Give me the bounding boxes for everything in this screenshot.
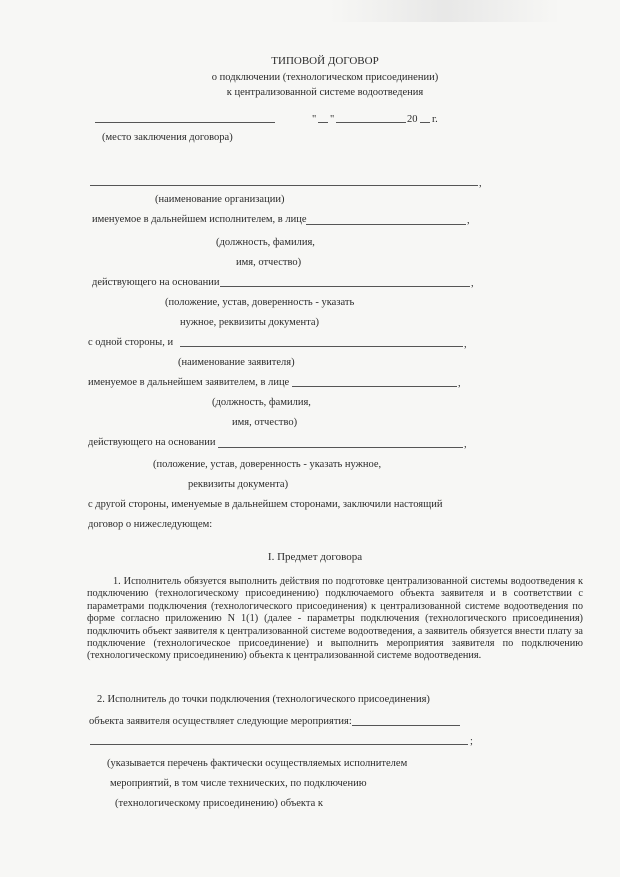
year-prefix: 20 [407,114,418,125]
applicant-name-caption: (наименование заявителя) [178,357,295,368]
executor-basis-caption2: нужное, реквизиты документа) [180,317,319,328]
applicant-name-comma: , [464,339,467,350]
applicant-person-line [292,386,457,387]
year-blank-line [420,122,430,123]
executor-measures-semicolon: ; [470,736,473,747]
document-title: ТИПОВОЙ ДОГОВОР [271,55,379,67]
applicant-name-line [180,346,463,347]
parties-closing-line1: с другой стороны, именуемые в дальнейшем сторонами, заключили настоящий [88,499,443,510]
executor-person-comma: , [467,215,470,226]
executor-person-line [306,224,466,225]
organization-blank-line [90,185,478,186]
executor-measures-line2 [90,744,468,745]
applicant-basis-line [218,447,463,448]
year-suffix: г. [432,114,438,125]
applicant-basis-label: действующего на основании [88,437,216,448]
applicant-person-comma: , [458,378,461,389]
applicant-intro: именуемое в дальнейшем заявителем, в лице [88,377,290,388]
section-1-paragraph-1-text: 1. Исполнитель обязуется выполнить действия по подготовке централизованной системы водоотведения к подключению (технологическому присоединению) подключаемого объекта заявителя и в соответствии с параметрами подключения (технологического присоединения) к централизованной системе водоотведения по форме согласно приложению N 1(1) (далее - параметры подключения (технологического присоединения) подключить объект заявителя к централизованной системе водоотведения, а заявитель обязуется внести плату за подключение (технологическое присоединение) и выполнить мероприятия заявителя по подключению (технологическому присоединению) объекта к централизованной системе водоотведения. [87,576,583,662]
applicant-basis-caption2: реквизиты документа) [188,479,289,490]
document-subtitle-line1: о подключении (технологическом присоединении) [211,72,439,83]
section-1-paragraph-1 [87,576,583,663]
place-caption: (место заключения договора) [102,132,233,143]
document-subtitle-line2: к централизованной системе водоотведения [226,87,424,98]
executor-person-caption1: (должность, фамилия, [216,237,315,248]
date-quote-open: " [312,114,317,125]
section-1-paragraph-2-line2: объекта заявителя осуществляет следующие мероприятия: [89,716,352,727]
scan-artifact [330,0,560,22]
executor-basis-caption1: (положение, устав, доверенность - указать [165,297,355,308]
parties-closing-line2: договор о нижеследующем: [88,519,213,530]
applicant-basis-caption1: (положение, устав, доверенность - указать нужное, [153,459,382,470]
executor-measures-line1 [352,725,460,726]
applicant-side-label: с одной стороны, и [88,337,174,348]
month-blank-line [336,122,406,123]
executor-person-caption2: имя, отчество) [236,257,302,268]
measures-caption1: (указывается перечень фактически осуществляемых исполнителем [107,758,408,769]
applicant-person-caption2: имя, отчество) [232,417,298,428]
organization-caption: (наименование организации) [155,194,285,205]
applicant-basis-comma: , [464,439,467,450]
measures-caption2: мероприятий, в том числе технических, по подключению [110,778,367,789]
executor-basis-line [220,286,470,287]
executor-basis-label: действующего на основании [92,277,220,288]
day-blank-line [318,122,328,123]
place-blank-line [95,122,275,123]
executor-intro: именуемое в дальнейшем исполнителем, в лице [92,214,307,225]
measures-caption3: (технологическому присоединению) объекта к [115,798,323,809]
section-1-heading: I. Предмет договора [267,551,363,563]
organization-comma: , [479,178,482,189]
executor-basis-comma: , [471,278,474,289]
applicant-person-caption1: (должность, фамилия, [212,397,311,408]
section-1-paragraph-2-line1: 2. Исполнитель до точки подключения (технологического присоединения) [97,694,430,705]
date-quote-close: " [330,114,335,125]
